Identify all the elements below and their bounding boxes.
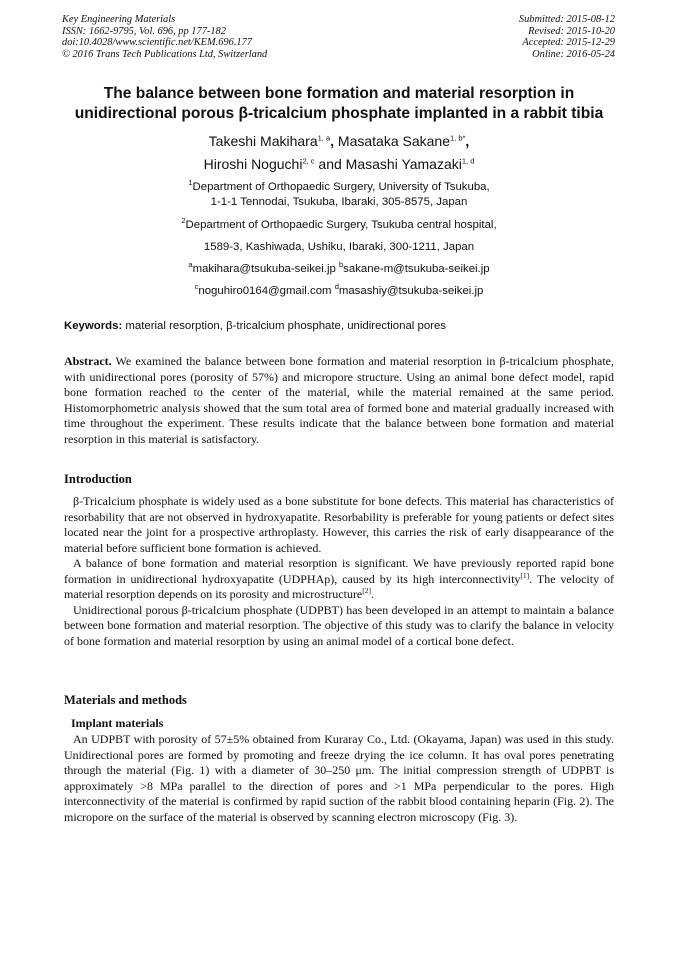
paragraph: β-Tricalcium phosphate is widely used as a bone substitute for bone defects. This material has characteristics of resorbability that are not observed in hydroxyapatite. Resorbability is preferable for young patients or defect sites located near the joint for a prospective arthroplasty. However, this carries the risk of early disappearance of the material before sufficient bone formation is achieved. [64, 494, 614, 555]
keywords [64, 320, 624, 332]
affiliation-2 [40, 218, 638, 233]
author-name: Takeshi Makihara [208, 133, 318, 149]
author-superscript: 1, a [317, 133, 331, 143]
abstract [64, 354, 614, 447]
affiliation-line: 1-1-1 Tennodai, Tsukuba, Ibaraki, 305-8575, Japan [210, 196, 468, 208]
citation[interactable]: [2] [362, 586, 372, 595]
section-heading-methods: Materials and methods [64, 693, 187, 707]
author-name: Masataka Sakane [337, 133, 450, 149]
affiliation-line: 1589-3, Kashiwada, Ushiku, Ibaraki, 300-1211, Japan [203, 241, 475, 253]
publication-dates [519, 14, 615, 60]
journal-name: Key Engineering Materials [62, 14, 176, 25]
date-accepted: Accepted: 2015-12-29 [522, 37, 615, 49]
author-superscript: 2, c [302, 156, 315, 166]
affiliation-line: Department of Orthopaedic Surgery, University of Tsukuba, [192, 181, 490, 193]
author-name: Hiroshi Noguchi [203, 156, 303, 172]
journal-issn: ISSN: 1662-9795, Vol. 696, pp 177-182 [62, 25, 226, 37]
keywords-text: material resorption, β-tricalcium phosphate, unidirectional pores [125, 320, 446, 332]
email-marker: c [194, 282, 199, 292]
affiliation-2-address [40, 240, 638, 255]
journal-copyright: © 2016 Trans Tech Publications Ltd, Switzerland [62, 48, 268, 60]
author-superscript: 1, b* [449, 133, 466, 143]
date-online: Online: 2016-05-24 [532, 48, 615, 60]
email-marker: d [334, 282, 339, 292]
author-conjunction: and [318, 156, 342, 172]
title-line-2: unidirectional porous β-tricalcium phosphate implanted in a rabbit tibia [74, 104, 604, 122]
author-name: Masashi Yamazaki [345, 156, 462, 172]
subsection-heading-implant-materials: Implant materials [71, 716, 164, 730]
affiliation-marker: 1 [188, 178, 193, 188]
journal-info [62, 14, 267, 60]
paragraph [64, 556, 614, 603]
paragraph-text: A balance of bone formation and material resorption is significant. We have previously reported rapid bone formation in unidirectional hydroxyapatite (UDPHAp), caused by its high interconnectivity [64, 556, 614, 586]
email-line-2 [40, 284, 638, 299]
journal-doi[interactable]: doi:10.4028/www.scientific.net/KEM.696.177 [62, 37, 252, 49]
email-line-1 [40, 262, 638, 277]
author-list: Takeshi Makihara$^{1, a}$, Masataka Sakane$^{1, b*}$, Hiroshi Noguchi$^{2, c}$ and Masashi Yamazaki$^{1, d}$ [203, 133, 475, 172]
section-heading-introduction: Introduction [64, 472, 132, 486]
date-revised: Revised: 2015-10-20 [528, 25, 615, 37]
author-superscript: 1, d [461, 156, 475, 166]
introduction-body [64, 494, 614, 649]
paragraph-text: . The velocity of material resorption depends on its porosity and microstructure [64, 571, 614, 601]
email-link[interactable]: sakane-m@tsukuba-seikei.jp [343, 263, 490, 275]
abstract-text: We examined the balance between bone formation and material resorption in β-tricalcium phosphate, with unidirectional pores (porosity of 57%) and micropore structure. Using an animal bone defect model, rapid bone formation reached to the center of the material, while the material remained at the same period. Histomorphometric analysis showed that the sum total area of formed bone and material gradually increased with time throughout the experiment. These results indicate that the balance between bone formation and material resorption in this material is satisfactory. [64, 354, 614, 446]
title-line-1: The balance between bone formation and material resorption in [103, 85, 575, 102]
email-link[interactable]: noguhiro0164@gmail.com [198, 285, 332, 297]
citation[interactable]: [1] [520, 570, 530, 580]
email-link[interactable]: masashiy@tsukuba-seikei.jp [338, 285, 484, 297]
abstract-label: Abstract. [64, 354, 112, 368]
paper-title [40, 84, 638, 123]
date-submitted: Submitted: 2015-08-12 [518, 14, 615, 25]
paragraph-text: . [371, 587, 375, 601]
paragraph: An UDPBT with porosity of 57±5% obtained from Kuraray Co., Ltd. (Okayama, Japan) was used in this study. Unidirectional pores are formed by promoting and freeze drying the ice column. It has oval pores penetrating through the material (Fig. 1) with a diameter of 30–250 μm. The initial compression strength of UDPBT is approximately >8 MPa parallel to the direction of pores and >1 MPa perpendicular to the pores. High interconnectivity of the material is confirmed by rapid suction of the rabbit blood containing heparin (Fig. 2). The micropore on the surface of the material is observed by scanning electron microscopy (Fig. 3). [64, 732, 614, 824]
affiliation-1 [40, 180, 638, 210]
paragraph: Unidirectional porous β-tricalcium phosphate (UDPBT) has been developed in an attempt to maintain a balance between bone formation and material resorption. The objective of this study was to clarify the balance in velocity of bone formation and material resorption by using an animal model of a cortical bone defect. [64, 602, 614, 648]
affiliation-line: Department of Orthopaedic Surgery, Tsukuba central hospital, [185, 219, 497, 231]
methods-body [64, 732, 614, 825]
email-link[interactable]: makihara@tsukuba-seikei.jp [192, 263, 336, 275]
affiliation-marker: 2 [181, 216, 186, 226]
keywords-label: Keywords: [64, 320, 123, 332]
email-marker: a [188, 260, 193, 270]
email-marker: b [339, 260, 344, 270]
